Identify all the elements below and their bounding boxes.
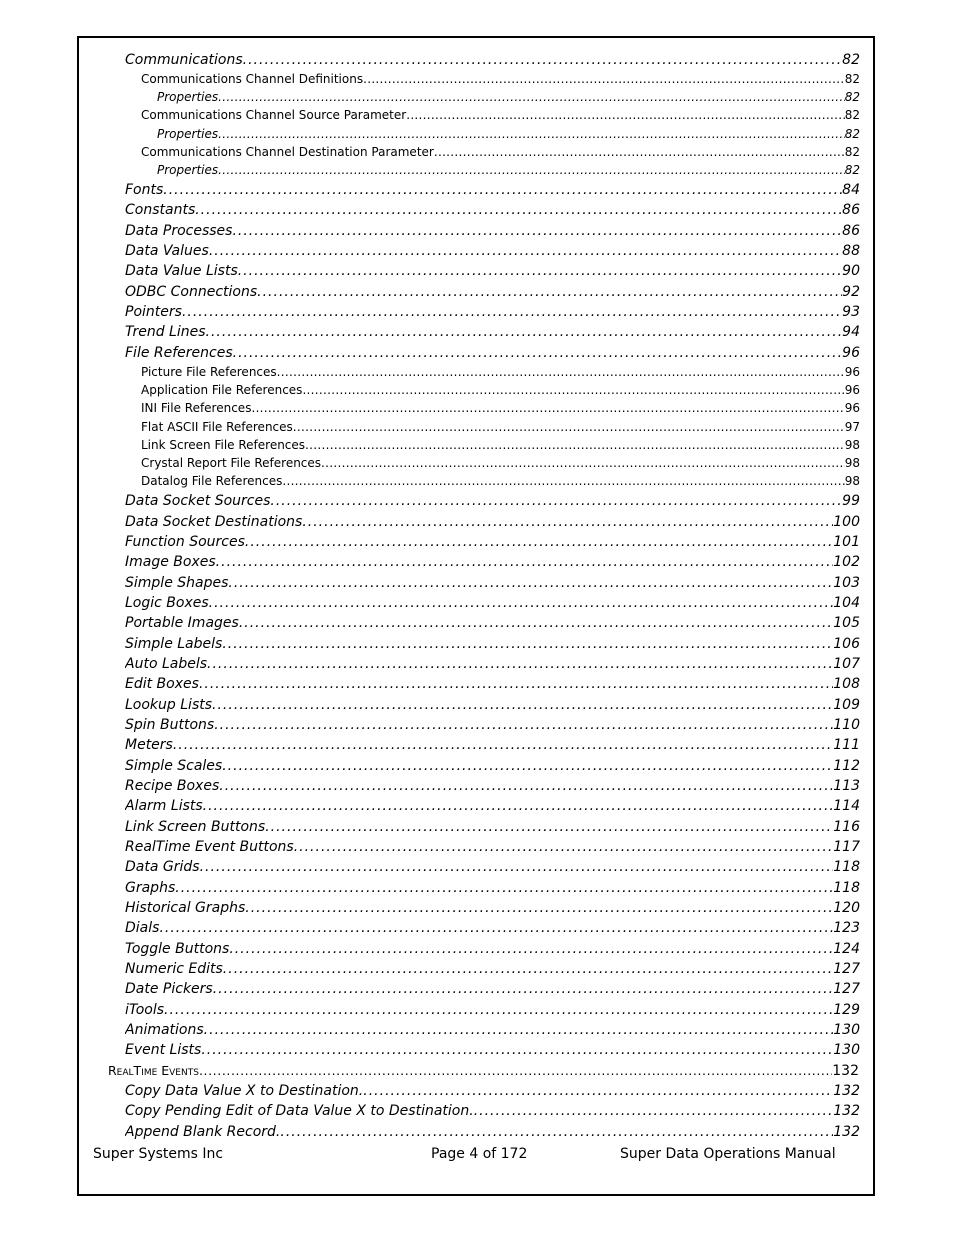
toc-entry[interactable] bbox=[141, 420, 860, 438]
toc-entry-page: 127 bbox=[833, 981, 860, 997]
toc-leader-dots bbox=[265, 819, 833, 835]
toc-entry-page: 109 bbox=[833, 697, 860, 713]
toc-leader-dots bbox=[228, 575, 833, 591]
toc-entry[interactable] bbox=[125, 1083, 860, 1103]
toc-leader-dots bbox=[209, 595, 834, 611]
toc-entry-label: Numeric Edits bbox=[125, 961, 223, 977]
toc-entry-label: Toggle Buttons bbox=[125, 941, 230, 957]
toc-entry[interactable] bbox=[141, 145, 860, 163]
toc-entry[interactable] bbox=[125, 1002, 860, 1022]
toc-entry-page: 129 bbox=[833, 1002, 860, 1018]
toc-leader-dots bbox=[294, 839, 834, 855]
toc-entry-label: Append Blank Record. bbox=[125, 1124, 281, 1140]
toc-entry[interactable] bbox=[125, 941, 860, 961]
toc-entry-page: 86 bbox=[842, 223, 860, 239]
toc-entry[interactable] bbox=[125, 575, 860, 595]
toc-entry-label: Simple Scales bbox=[125, 758, 223, 774]
toc-entry-page: 118 bbox=[833, 880, 860, 896]
toc-leader-dots bbox=[206, 324, 843, 340]
toc-leader-dots bbox=[200, 859, 834, 875]
toc-entry-page: 82 bbox=[842, 52, 860, 68]
toc-entry-page: 82 bbox=[844, 127, 860, 141]
toc-entry-label: Link Screen Buttons bbox=[125, 819, 266, 835]
toc-entry-label: Communications Channel Destination Parameter bbox=[141, 145, 434, 159]
toc-leader-dots bbox=[232, 223, 842, 239]
toc-leader-dots bbox=[363, 1083, 833, 1099]
toc-leader-dots bbox=[214, 717, 833, 733]
toc-leader-dots bbox=[222, 758, 833, 774]
toc-entry-page: 88 bbox=[842, 243, 860, 259]
toc-entry-label: Communications bbox=[125, 52, 243, 68]
toc-entry[interactable] bbox=[125, 304, 860, 324]
toc-entry-page: 82 bbox=[844, 108, 860, 122]
toc-entry-label: INI File References bbox=[141, 401, 252, 415]
toc-leader-dots bbox=[218, 163, 845, 177]
toc-entry-page: 96 bbox=[844, 365, 860, 379]
toc-leader-dots bbox=[239, 615, 833, 631]
toc-leader-dots bbox=[280, 1124, 833, 1140]
toc-entry-label: RealTime Event Buttons bbox=[125, 839, 294, 855]
toc-entry-label: Data Grids bbox=[125, 859, 200, 875]
toc-entry-page: 118 bbox=[833, 859, 860, 875]
toc-entry[interactable] bbox=[125, 920, 860, 940]
toc-entry-page: 96 bbox=[844, 383, 860, 397]
toc-entry[interactable] bbox=[125, 514, 860, 534]
toc-leader-dots bbox=[199, 676, 833, 692]
toc-entry-label: Auto Labels bbox=[125, 656, 208, 672]
toc-entry[interactable] bbox=[125, 859, 860, 879]
toc-entry[interactable] bbox=[125, 534, 860, 554]
toc-entry[interactable] bbox=[125, 324, 860, 344]
toc-entry-page: 104 bbox=[833, 595, 860, 611]
toc-entry[interactable] bbox=[141, 383, 860, 401]
toc-entry[interactable] bbox=[157, 163, 860, 181]
toc-entry-label: Animations bbox=[125, 1022, 204, 1038]
footer-page-info: Page 4 of 172 bbox=[431, 1146, 528, 1162]
toc-leader-dots bbox=[175, 880, 833, 896]
toc-entry[interactable] bbox=[125, 819, 860, 839]
toc-entry-label: Edit Boxes bbox=[125, 676, 199, 692]
toc-entry-label: Copy Data Value X to Destination. bbox=[125, 1083, 364, 1099]
toc-entry-page: 90 bbox=[842, 263, 860, 279]
toc-leader-dots bbox=[218, 90, 845, 104]
toc-leader-dots bbox=[216, 554, 834, 570]
toc-entry[interactable] bbox=[125, 839, 860, 859]
toc-leader-dots bbox=[199, 1063, 832, 1078]
toc-entry-page: 96 bbox=[844, 401, 860, 415]
toc-leader-dots bbox=[204, 1022, 834, 1038]
toc-entry-label: Meters bbox=[125, 737, 173, 753]
toc-entry-label: Data Socket Sources bbox=[125, 493, 271, 509]
toc-leader-dots bbox=[305, 438, 845, 452]
toc-entry-label: Date Pickers bbox=[125, 981, 213, 997]
toc-entry-page: 110 bbox=[833, 717, 860, 733]
toc-entry[interactable] bbox=[125, 615, 860, 635]
toc-entry-label: Pointers bbox=[125, 304, 182, 320]
toc-entry-page: 98 bbox=[844, 474, 860, 488]
toc-entry-page: 82 bbox=[844, 90, 860, 104]
toc-entry-page: 116 bbox=[833, 819, 860, 835]
toc-entry-page: 94 bbox=[842, 324, 860, 340]
toc-entry-label: Event Lists bbox=[125, 1042, 202, 1058]
toc-entry-page: 127 bbox=[833, 961, 860, 977]
toc-entry[interactable] bbox=[141, 438, 860, 456]
toc-leader-dots bbox=[159, 920, 833, 936]
toc-entry-label: iTools bbox=[125, 1002, 165, 1018]
toc-entry-page: 84 bbox=[842, 182, 860, 198]
toc-entry-page: 96 bbox=[842, 345, 860, 361]
toc-leader-dots bbox=[233, 345, 843, 361]
toc-entry-label: Logic Boxes bbox=[125, 595, 209, 611]
toc-entry[interactable] bbox=[125, 697, 860, 717]
toc-leader-dots bbox=[173, 737, 833, 753]
toc-entry-label: Fonts bbox=[125, 182, 164, 198]
toc-entry-label: Dials bbox=[125, 920, 160, 936]
toc-entry[interactable] bbox=[125, 778, 860, 798]
toc-entry[interactable] bbox=[125, 595, 860, 615]
toc-entry-label: Image Boxes bbox=[125, 554, 216, 570]
toc-entry[interactable] bbox=[157, 127, 860, 145]
footer-manual-title: Super Data Operations Manual bbox=[620, 1146, 836, 1162]
toc-entry-page: 107 bbox=[833, 656, 860, 672]
toc-entry-label: Datalog File References bbox=[141, 474, 283, 488]
toc-leader-dots bbox=[238, 263, 842, 279]
toc-entry-label: Recipe Boxes bbox=[125, 778, 220, 794]
toc-entry[interactable] bbox=[125, 202, 860, 222]
toc-leader-dots bbox=[209, 243, 842, 259]
toc-leader-dots bbox=[201, 1042, 833, 1058]
toc-entry[interactable] bbox=[141, 474, 860, 492]
toc-entry-label: File References bbox=[125, 345, 233, 361]
toc-entry-label: Crystal Report File References bbox=[141, 456, 322, 470]
toc-leader-dots bbox=[321, 456, 845, 470]
toc-entry-page: 98 bbox=[844, 438, 860, 452]
toc-entry-label: Communications Channel Definitions bbox=[141, 72, 364, 86]
toc-entry[interactable] bbox=[141, 456, 860, 474]
toc-leader-dots bbox=[164, 1002, 833, 1018]
toc-entry-label: Simple Shapes bbox=[125, 575, 229, 591]
toc-entry-label: Constants bbox=[125, 202, 196, 218]
toc-entry-page: 103 bbox=[833, 575, 860, 591]
toc-leader-dots bbox=[218, 127, 845, 141]
toc-leader-dots bbox=[363, 72, 845, 86]
toc-entry[interactable] bbox=[125, 1103, 860, 1123]
toc-leader-dots bbox=[229, 941, 833, 957]
toc-entry[interactable] bbox=[125, 223, 860, 243]
toc-leader-dots bbox=[222, 636, 833, 652]
toc-entry-page: 100 bbox=[833, 514, 860, 530]
toc-entry[interactable] bbox=[157, 90, 860, 108]
toc-entry-page: 132 bbox=[832, 1063, 859, 1079]
toc-entry-label: Application File References bbox=[141, 383, 303, 397]
toc-entry-page: 93 bbox=[842, 304, 860, 320]
toc-entry-label: Properties bbox=[157, 163, 219, 177]
toc-entry-label: Portable Images bbox=[125, 615, 239, 631]
toc-entry-label: Data Socket Destinations bbox=[125, 514, 303, 530]
toc-entry-label: ODBC Connections bbox=[125, 284, 258, 300]
toc-leader-dots bbox=[203, 798, 834, 814]
toc-entry-page: 108 bbox=[833, 676, 860, 692]
toc-entry-label: Data Processes bbox=[125, 223, 233, 239]
toc-entry-label: Properties bbox=[157, 127, 219, 141]
toc-entry[interactable] bbox=[125, 284, 860, 304]
toc-entry-page: 132 bbox=[833, 1103, 860, 1119]
toc-entry[interactable] bbox=[125, 961, 860, 981]
toc-entry[interactable] bbox=[125, 182, 860, 202]
toc-entry-page: 86 bbox=[842, 202, 860, 218]
toc-entry-page: 113 bbox=[833, 778, 860, 794]
toc-entry-page: 101 bbox=[833, 534, 860, 550]
toc-entry-page: 102 bbox=[833, 554, 860, 570]
toc-entry[interactable] bbox=[141, 72, 860, 90]
toc-entry[interactable] bbox=[141, 401, 860, 419]
toc-leader-dots bbox=[223, 961, 833, 977]
toc-entry-page: 124 bbox=[833, 941, 860, 957]
toc-entry-label: Trend Lines bbox=[125, 324, 206, 340]
toc-entry-page: 130 bbox=[833, 1022, 860, 1038]
toc-entry-label: RealTime Events bbox=[108, 1063, 199, 1078]
toc-leader-dots bbox=[207, 656, 833, 672]
toc-leader-dots bbox=[282, 474, 844, 488]
toc-entry-page: 132 bbox=[833, 1124, 860, 1140]
toc-leader-dots bbox=[182, 304, 842, 320]
toc-entry-page: 82 bbox=[844, 163, 860, 177]
toc-leader-dots bbox=[406, 108, 845, 122]
toc-entry[interactable] bbox=[125, 880, 860, 900]
toc-entry-label: Lookup Lists bbox=[125, 697, 213, 713]
toc-entry-page: 82 bbox=[844, 72, 860, 86]
toc-entry[interactable] bbox=[125, 981, 860, 1001]
footer-company: Super Systems Inc bbox=[93, 1146, 224, 1162]
toc-entry-page: 117 bbox=[833, 839, 860, 855]
toc-entry[interactable] bbox=[125, 1042, 860, 1062]
toc-entry-page: 106 bbox=[833, 636, 860, 652]
toc-entry[interactable] bbox=[125, 900, 860, 920]
toc-entry[interactable] bbox=[125, 798, 860, 818]
toc-entry[interactable] bbox=[125, 554, 860, 574]
toc-entry-label: Copy Pending Edit of Data Value X to Destination. bbox=[125, 1103, 474, 1119]
toc-leader-dots bbox=[293, 420, 845, 434]
toc-entry-label: Picture File References bbox=[141, 365, 277, 379]
toc-leader-dots bbox=[251, 401, 844, 415]
toc-entry-page: 112 bbox=[833, 758, 860, 774]
toc-leader-dots bbox=[434, 145, 845, 159]
toc-entry-page: 114 bbox=[833, 798, 860, 814]
toc-entry[interactable] bbox=[125, 243, 860, 263]
toc-leader-dots bbox=[474, 1103, 834, 1119]
toc-entry-label: Communications Channel Source Parameter bbox=[141, 108, 407, 122]
toc-entry-label: Data Value Lists bbox=[125, 263, 238, 279]
toc-entry-label: Link Screen File References bbox=[141, 438, 306, 452]
toc-leader-dots bbox=[213, 981, 834, 997]
toc-entry-page: 130 bbox=[833, 1042, 860, 1058]
toc-entry[interactable] bbox=[125, 493, 860, 513]
toc-entry[interactable] bbox=[141, 108, 860, 126]
toc-leader-dots bbox=[277, 365, 845, 379]
toc-entry[interactable] bbox=[125, 1022, 860, 1042]
toc-entry-label: Historical Graphs bbox=[125, 900, 246, 916]
toc-entry-page: 92 bbox=[842, 284, 860, 300]
toc-entry[interactable] bbox=[125, 345, 860, 365]
toc-entry-page: 123 bbox=[833, 920, 860, 936]
toc-entry[interactable] bbox=[125, 737, 860, 757]
toc-entry-label: Simple Labels bbox=[125, 636, 223, 652]
toc-entry[interactable] bbox=[141, 365, 860, 383]
toc-entry-page: 105 bbox=[833, 615, 860, 631]
toc-leader-dots bbox=[163, 182, 842, 198]
toc-entry-label: Alarm Lists bbox=[125, 798, 203, 814]
toc-entry-label: Graphs bbox=[125, 880, 176, 896]
toc-leader-dots bbox=[302, 514, 833, 530]
toc-entry-label: Function Sources bbox=[125, 534, 245, 550]
toc-entry-page: 111 bbox=[833, 737, 860, 753]
toc-entry[interactable] bbox=[125, 52, 860, 72]
toc-entry-page: 99 bbox=[842, 493, 860, 509]
toc-entry-label: Spin Buttons bbox=[125, 717, 215, 733]
toc-leader-dots bbox=[257, 284, 842, 300]
toc-leader-dots bbox=[302, 383, 844, 397]
toc-leader-dots bbox=[270, 493, 842, 509]
toc-entry-label: Data Values bbox=[125, 243, 209, 259]
toc-leader-dots bbox=[245, 900, 833, 916]
toc-entry[interactable] bbox=[125, 758, 860, 778]
toc-entry[interactable] bbox=[125, 717, 860, 737]
toc-entry-page: 98 bbox=[844, 456, 860, 470]
toc-entry-label: Properties bbox=[157, 90, 219, 104]
toc-entry[interactable] bbox=[125, 656, 860, 676]
toc-leader-dots bbox=[219, 778, 833, 794]
toc-leader-dots bbox=[243, 52, 843, 68]
toc-leader-dots bbox=[195, 202, 842, 218]
toc-entry-page: 97 bbox=[844, 420, 860, 434]
toc-entry[interactable] bbox=[125, 636, 860, 656]
toc-leader-dots bbox=[212, 697, 833, 713]
toc-entry[interactable] bbox=[108, 1063, 859, 1083]
toc-leader-dots bbox=[245, 534, 833, 550]
toc-entry-page: 120 bbox=[833, 900, 860, 916]
toc-entry[interactable] bbox=[125, 676, 860, 696]
toc-entry-label: Flat ASCII File References bbox=[141, 420, 293, 434]
toc-entry[interactable] bbox=[125, 1124, 860, 1144]
toc-entry[interactable] bbox=[125, 263, 860, 283]
toc-entry-page: 132 bbox=[833, 1083, 860, 1099]
toc-entry-page: 82 bbox=[844, 145, 860, 159]
